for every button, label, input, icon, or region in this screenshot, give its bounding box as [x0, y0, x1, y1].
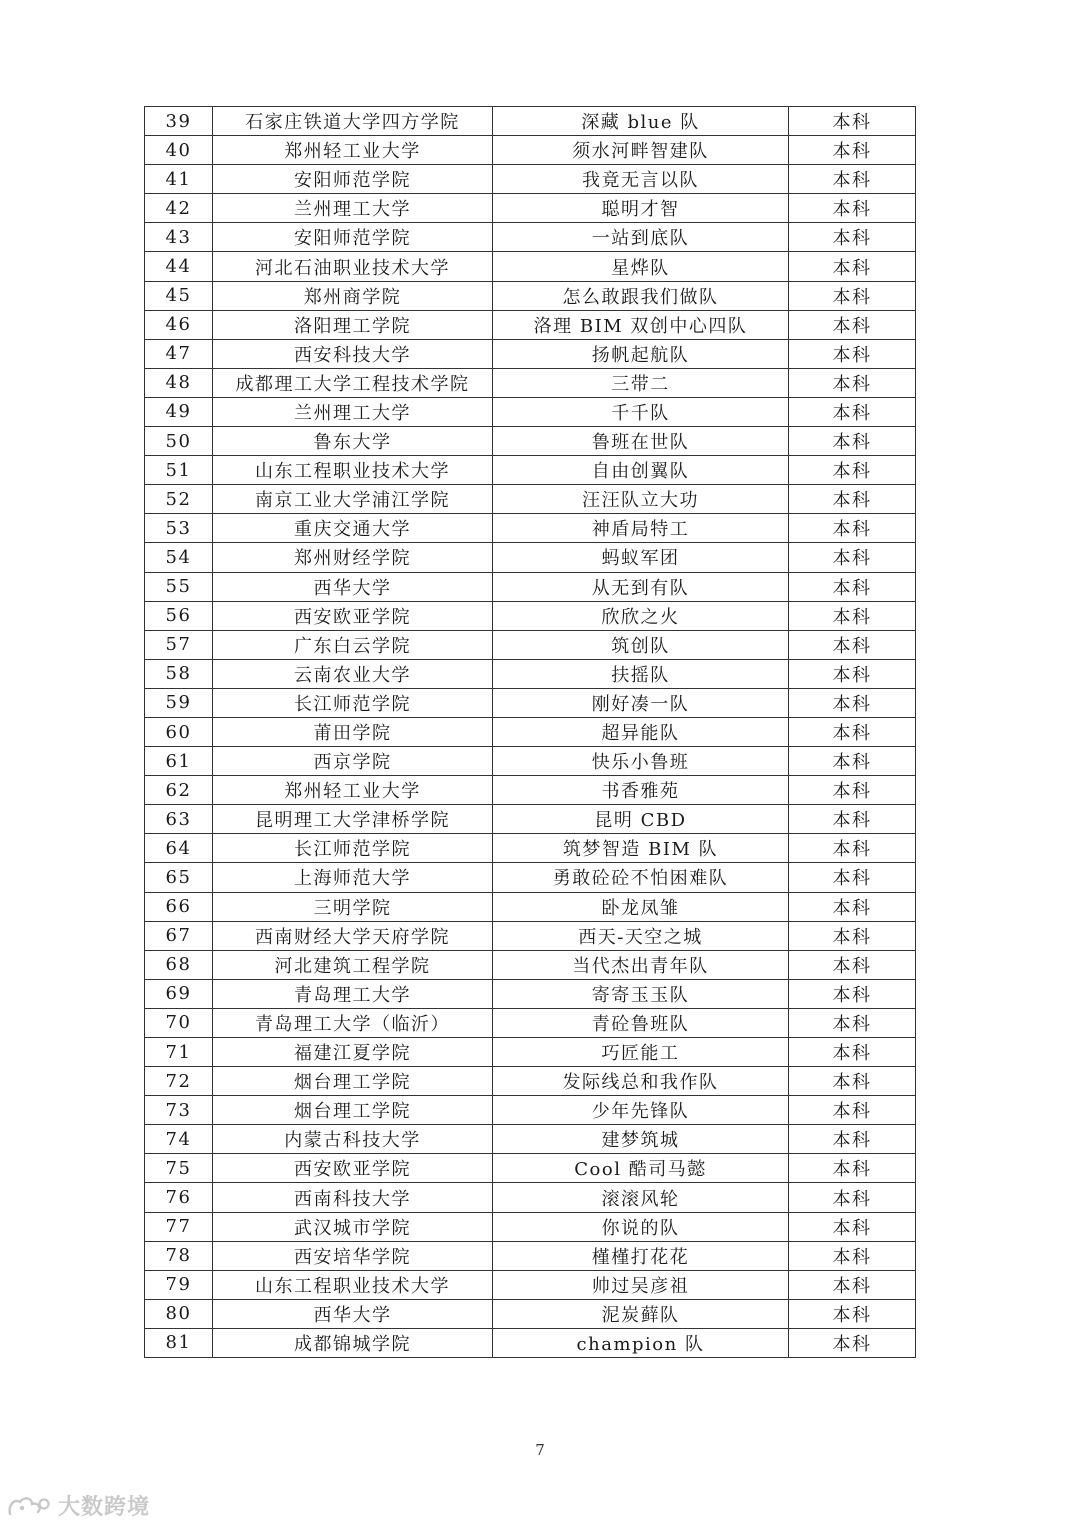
table-row — [145, 252, 916, 281]
school-cell: 洛阳理工学院 — [213, 310, 493, 339]
team-name-cell: 超异能队 — [493, 717, 789, 746]
table-row — [145, 107, 916, 136]
table-row — [145, 747, 916, 776]
watermark-text: 大数跨境 — [58, 1495, 151, 1520]
team-name-cell: 神盾局特工 — [493, 514, 789, 543]
team-name-cell: 昆明 CBD — [493, 805, 789, 834]
row-number-cell: 73 — [145, 1096, 213, 1125]
team-list-table — [144, 106, 916, 1358]
table-row — [145, 805, 916, 834]
table-row — [145, 1212, 916, 1241]
school-cell: 西安欧亚学院 — [213, 1154, 493, 1183]
school-cell: 成都锦城学院 — [213, 1328, 493, 1357]
school-cell: 山东工程职业技术大学 — [213, 456, 493, 485]
table-row — [145, 863, 916, 892]
level-cell: 本科 — [789, 834, 916, 863]
table-row — [145, 572, 916, 601]
school-cell: 内蒙古科技大学 — [213, 1125, 493, 1154]
row-number-cell: 43 — [145, 223, 213, 252]
row-number-cell: 68 — [145, 950, 213, 979]
team-name-cell: 我竟无言以队 — [493, 165, 789, 194]
brand-logo-icon — [6, 1494, 52, 1518]
table-row — [145, 281, 916, 310]
row-number-cell: 67 — [145, 921, 213, 950]
table-row — [145, 1328, 916, 1357]
table-row — [145, 601, 916, 630]
table-row — [145, 368, 916, 397]
level-cell: 本科 — [789, 1328, 916, 1357]
table-row — [145, 427, 916, 456]
table-row — [145, 397, 916, 426]
page-number: 7 — [535, 1441, 545, 1459]
level-cell: 本科 — [789, 194, 916, 223]
row-number-cell: 49 — [145, 397, 213, 426]
row-number-cell: 70 — [145, 1008, 213, 1037]
table-row — [145, 456, 916, 485]
row-number-cell: 58 — [145, 659, 213, 688]
row-number-cell: 55 — [145, 572, 213, 601]
table-row — [145, 1067, 916, 1096]
team-name-cell: 槿槿打花花 — [493, 1241, 789, 1270]
level-cell: 本科 — [789, 136, 916, 165]
school-cell: 山东工程职业技术大学 — [213, 1270, 493, 1299]
school-cell: 武汉城市学院 — [213, 1212, 493, 1241]
school-cell: 南京工业大学浦江学院 — [213, 485, 493, 514]
level-cell: 本科 — [789, 310, 916, 339]
team-name-cell: 欣欣之火 — [493, 601, 789, 630]
team-name-cell: 快乐小鲁班 — [493, 747, 789, 776]
level-cell: 本科 — [789, 921, 916, 950]
team-name-cell: 筑创队 — [493, 630, 789, 659]
school-cell: 鲁东大学 — [213, 427, 493, 456]
row-number-cell: 81 — [145, 1328, 213, 1357]
table-row — [145, 1008, 916, 1037]
row-number-cell: 45 — [145, 281, 213, 310]
table-row — [145, 310, 916, 339]
level-cell: 本科 — [789, 485, 916, 514]
row-number-cell: 61 — [145, 747, 213, 776]
team-name-cell: 洛理 BIM 双创中心四队 — [493, 310, 789, 339]
team-name-cell: champion 队 — [493, 1328, 789, 1357]
level-cell: 本科 — [789, 805, 916, 834]
team-name-cell: 书香雅苑 — [493, 776, 789, 805]
row-number-cell: 71 — [145, 1038, 213, 1067]
watermark — [6, 1490, 150, 1521]
level-cell: 本科 — [789, 281, 916, 310]
row-number-cell: 72 — [145, 1067, 213, 1096]
table-row — [145, 136, 916, 165]
table-row — [145, 717, 916, 746]
level-cell: 本科 — [789, 543, 916, 572]
table-row — [145, 194, 916, 223]
team-name-cell: 深藏 blue 队 — [493, 107, 789, 136]
table-body — [145, 107, 916, 1358]
school-cell: 河北建筑工程学院 — [213, 950, 493, 979]
team-name-cell: 泥炭藓队 — [493, 1299, 789, 1328]
team-name-cell: 滚滚风轮 — [493, 1183, 789, 1212]
row-number-cell: 76 — [145, 1183, 213, 1212]
level-cell: 本科 — [789, 456, 916, 485]
row-number-cell: 78 — [145, 1241, 213, 1270]
school-cell: 郑州商学院 — [213, 281, 493, 310]
row-number-cell: 54 — [145, 543, 213, 572]
row-number-cell: 75 — [145, 1154, 213, 1183]
team-name-cell: 扶摇队 — [493, 659, 789, 688]
school-cell: 广东白云学院 — [213, 630, 493, 659]
table-row — [145, 514, 916, 543]
team-name-cell: 西天-天空之城 — [493, 921, 789, 950]
school-cell: 云南农业大学 — [213, 659, 493, 688]
row-number-cell: 74 — [145, 1125, 213, 1154]
level-cell: 本科 — [789, 659, 916, 688]
level-cell: 本科 — [789, 979, 916, 1008]
school-cell: 河北石油职业技术大学 — [213, 252, 493, 281]
row-number-cell: 47 — [145, 339, 213, 368]
table-row — [145, 339, 916, 368]
table-row — [145, 1125, 916, 1154]
school-cell: 西安培华学院 — [213, 1241, 493, 1270]
level-cell: 本科 — [789, 1270, 916, 1299]
team-name-cell: 鲁班在世队 — [493, 427, 789, 456]
row-number-cell: 46 — [145, 310, 213, 339]
table-row — [145, 1299, 916, 1328]
level-cell: 本科 — [789, 514, 916, 543]
table-row — [145, 834, 916, 863]
team-name-cell: 帅过吴彦祖 — [493, 1270, 789, 1299]
level-cell: 本科 — [789, 688, 916, 717]
row-number-cell: 53 — [145, 514, 213, 543]
school-cell: 西南科技大学 — [213, 1183, 493, 1212]
table-row — [145, 165, 916, 194]
team-name-cell: 扬帆起航队 — [493, 339, 789, 368]
school-cell: 兰州理工大学 — [213, 397, 493, 426]
table-row — [145, 1154, 916, 1183]
team-name-cell: 筑梦智造 BIM 队 — [493, 834, 789, 863]
row-number-cell: 59 — [145, 688, 213, 717]
team-name-cell: 自由创翼队 — [493, 456, 789, 485]
school-cell: 西安欧亚学院 — [213, 601, 493, 630]
table-row — [145, 223, 916, 252]
school-cell: 郑州轻工业大学 — [213, 136, 493, 165]
row-number-cell: 51 — [145, 456, 213, 485]
school-cell: 烟台理工学院 — [213, 1096, 493, 1125]
team-name-cell: 一站到底队 — [493, 223, 789, 252]
table-row — [145, 1241, 916, 1270]
school-cell: 西京学院 — [213, 747, 493, 776]
table-row — [145, 950, 916, 979]
table-row — [145, 485, 916, 514]
team-name-cell: 怎么敢跟我们做队 — [493, 281, 789, 310]
school-cell: 烟台理工学院 — [213, 1067, 493, 1096]
row-number-cell: 48 — [145, 368, 213, 397]
level-cell: 本科 — [789, 1096, 916, 1125]
team-name-cell: 寄寄玉玉队 — [493, 979, 789, 1008]
school-cell: 成都理工大学工程技术学院 — [213, 368, 493, 397]
level-cell: 本科 — [789, 747, 916, 776]
school-cell: 青岛理工大学（临沂） — [213, 1008, 493, 1037]
school-cell: 西南财经大学天府学院 — [213, 921, 493, 950]
level-cell: 本科 — [789, 863, 916, 892]
level-cell: 本科 — [789, 1154, 916, 1183]
level-cell: 本科 — [789, 165, 916, 194]
team-name-cell: 你说的队 — [493, 1212, 789, 1241]
table-row — [145, 659, 916, 688]
row-number-cell: 56 — [145, 601, 213, 630]
row-number-cell: 60 — [145, 717, 213, 746]
table-row — [145, 688, 916, 717]
school-cell: 安阳师范学院 — [213, 165, 493, 194]
row-number-cell: 41 — [145, 165, 213, 194]
school-cell: 福建江夏学院 — [213, 1038, 493, 1067]
team-name-cell: Cool 酷司马懿 — [493, 1154, 789, 1183]
level-cell: 本科 — [789, 950, 916, 979]
team-name-cell: 少年先锋队 — [493, 1096, 789, 1125]
team-name-cell: 发际线总和我作队 — [493, 1067, 789, 1096]
team-name-cell: 当代杰出青年队 — [493, 950, 789, 979]
school-cell: 昆明理工大学津桥学院 — [213, 805, 493, 834]
row-number-cell: 64 — [145, 834, 213, 863]
school-cell: 长江师范学院 — [213, 688, 493, 717]
school-cell: 长江师范学院 — [213, 834, 493, 863]
level-cell: 本科 — [789, 776, 916, 805]
row-number-cell: 69 — [145, 979, 213, 1008]
level-cell: 本科 — [789, 601, 916, 630]
row-number-cell: 79 — [145, 1270, 213, 1299]
team-name-cell: 千千队 — [493, 397, 789, 426]
table-row — [145, 921, 916, 950]
team-name-cell: 聪明才智 — [493, 194, 789, 223]
row-number-cell: 63 — [145, 805, 213, 834]
level-cell: 本科 — [789, 1038, 916, 1067]
row-number-cell: 80 — [145, 1299, 213, 1328]
table-row — [145, 892, 916, 921]
school-cell: 石家庄铁道大学四方学院 — [213, 107, 493, 136]
row-number-cell: 65 — [145, 863, 213, 892]
level-cell: 本科 — [789, 1299, 916, 1328]
school-cell: 莆田学院 — [213, 717, 493, 746]
team-name-cell: 汪汪队立大功 — [493, 485, 789, 514]
level-cell: 本科 — [789, 223, 916, 252]
school-cell: 重庆交通大学 — [213, 514, 493, 543]
school-cell: 西华大学 — [213, 1299, 493, 1328]
table-row — [145, 1183, 916, 1212]
row-number-cell: 42 — [145, 194, 213, 223]
school-cell: 青岛理工大学 — [213, 979, 493, 1008]
school-cell: 三明学院 — [213, 892, 493, 921]
team-name-cell: 须水河畔智建队 — [493, 136, 789, 165]
school-cell: 西安科技大学 — [213, 339, 493, 368]
team-name-cell: 刚好凑一队 — [493, 688, 789, 717]
level-cell: 本科 — [789, 1125, 916, 1154]
row-number-cell: 77 — [145, 1212, 213, 1241]
table-row — [145, 1270, 916, 1299]
row-number-cell: 44 — [145, 252, 213, 281]
row-number-cell: 40 — [145, 136, 213, 165]
school-cell: 兰州理工大学 — [213, 194, 493, 223]
level-cell: 本科 — [789, 1008, 916, 1037]
level-cell: 本科 — [789, 572, 916, 601]
level-cell: 本科 — [789, 892, 916, 921]
level-cell: 本科 — [789, 1241, 916, 1270]
team-name-cell: 蚂蚁军团 — [493, 543, 789, 572]
team-name-cell: 从无到有队 — [493, 572, 789, 601]
level-cell: 本科 — [789, 1067, 916, 1096]
level-cell: 本科 — [789, 717, 916, 746]
level-cell: 本科 — [789, 339, 916, 368]
level-cell: 本科 — [789, 1183, 916, 1212]
school-cell: 安阳师范学院 — [213, 223, 493, 252]
school-cell: 上海师范大学 — [213, 863, 493, 892]
row-number-cell: 57 — [145, 630, 213, 659]
row-number-cell: 62 — [145, 776, 213, 805]
level-cell: 本科 — [789, 630, 916, 659]
school-cell: 郑州财经学院 — [213, 543, 493, 572]
team-name-cell: 青砼鲁班队 — [493, 1008, 789, 1037]
row-number-cell: 66 — [145, 892, 213, 921]
row-number-cell: 50 — [145, 427, 213, 456]
school-cell: 郑州轻工业大学 — [213, 776, 493, 805]
level-cell: 本科 — [789, 427, 916, 456]
table-row — [145, 1038, 916, 1067]
table-row — [145, 979, 916, 1008]
table-row — [145, 776, 916, 805]
row-number-cell: 52 — [145, 485, 213, 514]
level-cell: 本科 — [789, 252, 916, 281]
level-cell: 本科 — [789, 368, 916, 397]
team-name-cell: 建梦筑城 — [493, 1125, 789, 1154]
level-cell: 本科 — [789, 107, 916, 136]
row-number-cell: 39 — [145, 107, 213, 136]
team-name-cell: 巧匠能工 — [493, 1038, 789, 1067]
school-cell: 西华大学 — [213, 572, 493, 601]
team-name-cell: 勇敢砼砼不怕困难队 — [493, 863, 789, 892]
team-name-cell: 星烨队 — [493, 252, 789, 281]
table-row — [145, 1096, 916, 1125]
table-row — [145, 630, 916, 659]
level-cell: 本科 — [789, 1212, 916, 1241]
level-cell: 本科 — [789, 397, 916, 426]
team-name-cell: 卧龙凤雏 — [493, 892, 789, 921]
team-name-cell: 三带二 — [493, 368, 789, 397]
table-row — [145, 543, 916, 572]
